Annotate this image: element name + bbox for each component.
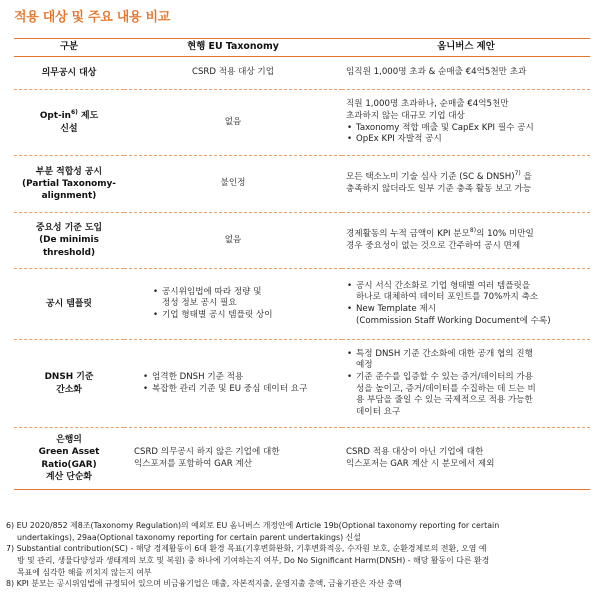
current-text: CSRD 적용 대상 기업: [191, 67, 275, 78]
table-row: [14, 269, 590, 340]
bullet-item: • 특정 DNSH 기준 간소화에 대한 공개 협의 진행 예정: [356, 349, 586, 372]
current-bullets: [152, 287, 338, 322]
category-text: Ratio(GAR): [41, 459, 97, 470]
footnote-line: 8) KPI 분모는 공시위임법에 규정되어 있으며 비금융기업은 매출, 자본적지출, 운영지출 총액, 금융기관은 자산 총액: [6, 579, 402, 589]
page-title: 적용 대상 및 주요 내용 비교: [14, 10, 170, 25]
category-text: DNSH 기준: [44, 372, 94, 383]
footnote-ref: 7): [514, 170, 521, 178]
header-category: 구분: [14, 39, 124, 57]
proposal-text: 경우 중요성이 없는 것으로 간주하여 공시 면제: [346, 240, 521, 251]
bullet-item: • Taxonomy 적합 매출 및 CapEx KPI 필수 공시: [356, 123, 586, 135]
current-text: 없음: [224, 234, 242, 245]
category-text: Opt-$in^{6)}$ 제도: [39, 109, 99, 122]
bullet-item: • 기업 형태별 공시 템플릿 상이: [162, 310, 338, 322]
current-bullets: [142, 372, 338, 395]
row-category: [14, 90, 124, 156]
footnote-line: 목표에 심각한 해를 끼치지 않는지 여부: [17, 567, 152, 577]
row-category: [14, 269, 124, 340]
row-category: [14, 428, 124, 490]
proposal-text: CSRD 적용 대상이 아닌 기업에 대한: [346, 446, 484, 457]
footnote-line: 6) EU 2020/852 제8조(Taxonomy Regulation)의 예외로 EU 옴니버스 개정안에 Article 19b(Optional taxonomy reporting for certain: [6, 521, 500, 530]
row-category: [14, 213, 124, 269]
proposal-text: 직원 1,000명 초과하나, 순매출 €4억5천만: [346, 99, 509, 110]
category-text: 간소화: [56, 384, 82, 395]
row-proposal: [342, 57, 590, 90]
bullet-item: • OpEx KPI 자발적 공시: [356, 134, 586, 146]
row-current: [124, 156, 342, 213]
category-text: Green Asset: [38, 447, 100, 458]
footnote-line: 방 및 관리, 생물다양성과 생태계의 보호 및 복원) 중 하나에 기여하는지 여부, Do No Significant Harm(DNSH) - 해당 활동이 다른 환경: [17, 556, 490, 566]
current-text: 익스포저를 포함하여 GAR 계산: [134, 458, 253, 469]
row-current: [124, 340, 342, 428]
proposal-text: 경제활동의 누적 금액이 KPI 분모$^{8)}$의 10% 미만일: [346, 227, 534, 239]
row-proposal: [342, 428, 590, 490]
row-current: [124, 90, 342, 156]
row-proposal: [342, 340, 590, 428]
row-proposal: [342, 213, 590, 269]
table-row: [14, 57, 590, 90]
category-text: 은행의: [56, 435, 82, 446]
footnote-ref: 8): [469, 227, 477, 235]
proposal-text: 충족하지 않더라도 일부 기준 충족 활동 보고 가능: [346, 184, 532, 194]
category-text: 의무공시 대상: [41, 67, 97, 78]
category-text: 부분 적합성 공시: [35, 166, 103, 177]
category-text: (De minimis: [39, 235, 99, 246]
table-row: [14, 340, 590, 428]
row-current: [124, 213, 342, 269]
header-proposal: 옴니버스 제안: [342, 39, 590, 57]
bullet-item: • 기준 준수를 입증할 수 있는 증거/데이터의 가용 성을 높이고, 증거/데이터를 수집하는 데 드는 비 용 부담을 줄일 수 있는 국제적으로 적용 가능한 데이터 요구: [356, 372, 586, 418]
bullet-item: • 엄격한 DNSH 기준 적용: [152, 372, 338, 384]
footnote-line: undertakings), 29aa(Optional taxonomy reporting for certain parent undertakings) 신설: [17, 532, 361, 542]
table-row: [14, 156, 590, 213]
category-text: 계산 단순화: [46, 471, 92, 482]
bullet-item: • New Template 제시 (Commission Staff Working Document에 수록): [356, 304, 586, 327]
category-text: alignment): [41, 191, 97, 201]
row-current: [124, 269, 342, 340]
proposal-bullets: [346, 281, 586, 327]
bullet-item: • 복잡한 관리 기준 및 EU 중심 데이터 요구: [152, 384, 338, 396]
proposal-text: 초과하지 않는 대규모 기업 대상: [346, 110, 465, 121]
proposal-text: 익스포저는 GAR 계산 시 분모에서 제외: [346, 458, 495, 469]
current-text: 불인정: [220, 178, 246, 189]
category-text: 중요성 기준 도입: [35, 223, 103, 234]
header-current: 현행 EU Taxonomy: [124, 39, 342, 57]
row-proposal: [342, 156, 590, 213]
footnote-line: 7) Substantial contribution(SC) - 해당 경제활동이 6대 환경 목표(기후변화완화, 기후변화적응, 수자원 보호, 순환경제로의 전환, 오염 예: [6, 544, 487, 554]
row-current: [124, 428, 342, 490]
category-text: 공시 템플릿: [46, 298, 92, 309]
proposal-text: 임직원 1,000명 초과 & 순매출 €4억5천만 초과: [346, 67, 527, 78]
footnote-ref: 6): [71, 109, 78, 117]
table-header-row: [14, 39, 590, 57]
table-row: [14, 90, 590, 156]
row-proposal: [342, 269, 590, 340]
category-text: threshold): [42, 247, 96, 258]
table-row: [14, 213, 590, 269]
current-text: CSRD 의무공시 하지 않은 기업에 대한: [134, 446, 280, 457]
row-current: [124, 57, 342, 90]
current-text: 없음: [224, 116, 242, 127]
row-proposal: [342, 90, 590, 156]
proposal-text: 모든 택소노미 기술 심사 기준 (SC & DNSH)$^{7)}$ 을: [346, 170, 532, 183]
row-category: [14, 156, 124, 213]
comparison-table: [14, 38, 590, 490]
table-row: [14, 428, 590, 490]
footnotes: [6, 520, 596, 590]
proposal-bullets: [346, 349, 586, 419]
category-text: (Partial Taxonomy-: [22, 178, 116, 189]
row-category: [14, 57, 124, 90]
bullet-item: • 공시위임법에 따라 정량 및 정성 정보 공시 필요: [162, 287, 338, 310]
row-category: [14, 340, 124, 428]
bullet-item: • 공시 서식 간소화로 기업 형태별 여러 템플릿을 하나로 대체하여 데이터 포인트를 70%까지 축소: [356, 281, 586, 304]
category-text: 신설: [60, 123, 78, 134]
proposal-bullets: [346, 123, 586, 146]
